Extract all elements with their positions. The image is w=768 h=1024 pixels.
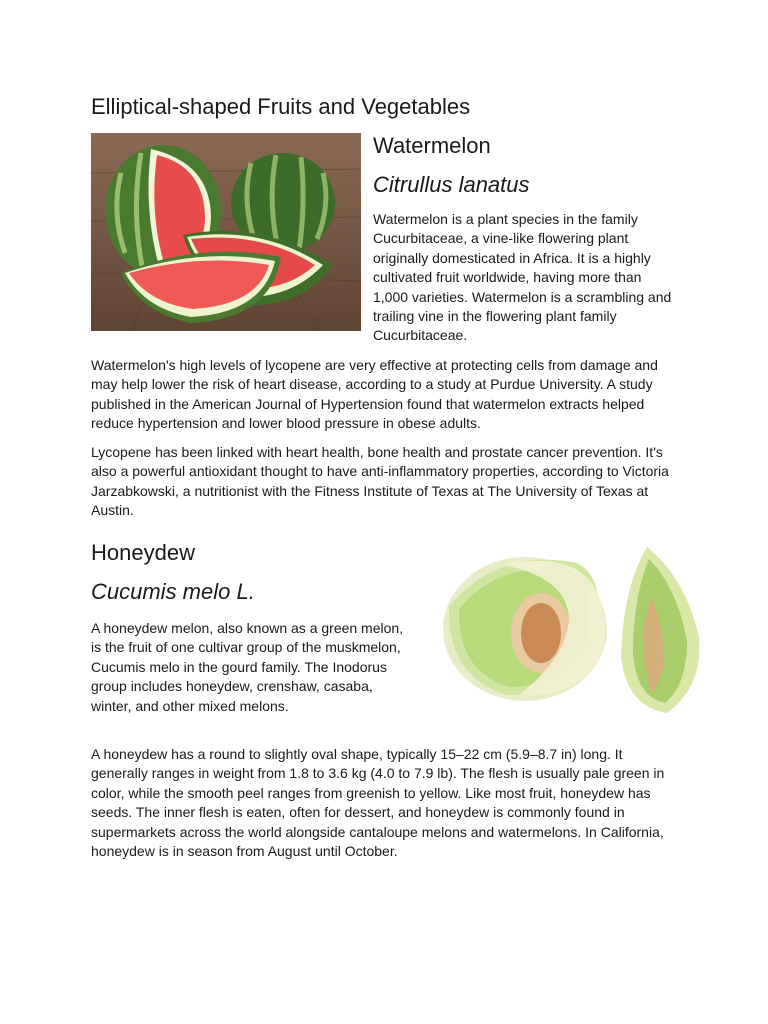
watermelon-intro: Watermelon is a plant species in the family Cucurbitaceae, a vine-like flowering plant originally domesticated in Africa. It is a highly cultivated fruit worldwide, having more than 1,000 varieties. Watermelon is a scrambling and trailing vine in the flowering plant family Cucurbitaceae.: [373, 211, 672, 344]
page-title: Elliptical-shaped Fruits and Vegetables: [91, 94, 471, 119]
watermelon-paragraph: Watermelon's high levels of lycopene are very effective at protecting cells from damage and may help lower the risk of heart disease, according to a study at Purdue University. A study published in the American Journal of Hypertension found that watermelon extracts helped reduce hypertension and lower blood pressure in obese adults.: [91, 357, 658, 432]
watermelon-photo: [91, 133, 361, 331]
honeydew-paragraph: A honeydew has a round to slightly oval shape, typically 15–22 cm (5.9–8.7 in) long. It generally ranges in weight from 1.8 to 3.6 kg (4.0 to 7.9 lb). The flesh is usually pale green in color, while the smooth peel ranges from greenish to yellow. Like most fruit, honeydew has seeds. The inner flesh is eaten, often for dessert, and honeydew is commonly found in supermarkets across the world alongside cantaloupe melons and watermelons. In California, honeydew is in season from August until October.: [91, 746, 665, 860]
watermelon-scientific-name: Citrullus lanatus: [373, 172, 530, 197]
watermelon-paragraph: Lycopene has been linked with heart health, bone health and prostate cancer prevention. It's also a powerful antioxidant thought to have anti-inflammatory properties, according to Victoria Jarzabkowski, a nutritionist with the Fitness Institute of Texas at The University of Texas at Austin.: [91, 444, 669, 519]
honeydew-intro: A honeydew melon, also known as a green melon, is the fruit of one cultivar group of the muskmelon, Cucumis melo in the gourd family. The Inodorus group includes honeydew, crenshaw, casaba, winter, and other mixed melons.: [91, 620, 404, 714]
honeydew-heading: Honeydew: [91, 540, 195, 565]
honeydew-scientific-name: Cucumis melo L.: [91, 579, 255, 604]
watermelon-heading: Watermelon: [373, 133, 491, 158]
honeydew-photo: [437, 537, 717, 722]
